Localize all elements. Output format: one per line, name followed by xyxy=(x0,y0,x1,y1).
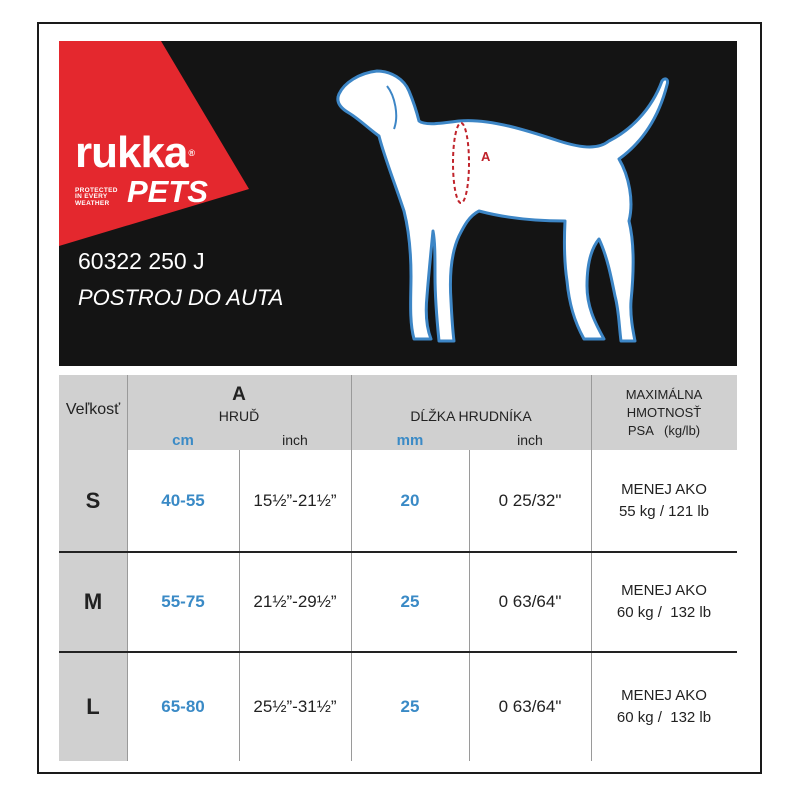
product-banner xyxy=(59,41,737,366)
length-mm-m: 25 xyxy=(400,592,420,611)
chest-inch-m: 21½”-29½” xyxy=(253,592,337,611)
registered-mark: ® xyxy=(188,148,195,158)
chest-cm-m: 55-75 xyxy=(161,592,205,611)
tagline-line-1: PROTECTED xyxy=(75,186,118,194)
size-table xyxy=(59,375,737,761)
weight-l-line-2: 60 kg / 132 lb xyxy=(616,709,712,726)
chest-cm-s: 40-55 xyxy=(161,490,205,510)
weight-header-line-1: MAXIMÁLNA xyxy=(625,387,703,402)
size-column-header: Veľkosť xyxy=(65,401,121,418)
weight-m-line-1: MENEJ AKO xyxy=(621,582,707,599)
weight-header-line-3: PSA (kg/lb) xyxy=(627,423,701,438)
weight-s xyxy=(591,450,737,551)
length-group-label: DĹŽKA HRUDNÍKA xyxy=(410,408,532,424)
weight-m-line-2: 60 kg / 132 lb xyxy=(616,604,712,621)
product-code: 60322 250 J xyxy=(78,248,205,274)
weight-l xyxy=(591,653,737,761)
chest-inch-l: 25½”-31½” xyxy=(253,697,337,716)
length-mm-l: 25 xyxy=(400,697,420,716)
weight-l-line-1: MENEJ AKO xyxy=(621,687,707,704)
length-unit-inch: inch xyxy=(517,432,543,448)
chest-cm-l: 65-80 xyxy=(161,697,205,716)
chest-unit-cm: cm xyxy=(172,431,194,449)
size-label-s: S xyxy=(85,487,101,513)
weight-s-line-1: MENEJ AKO xyxy=(621,480,707,498)
chest-unit-inch: inch xyxy=(282,432,308,448)
brand-pets: PETS xyxy=(127,174,208,209)
length-inch-l: 0 63/64" xyxy=(498,697,562,716)
length-unit-mm: mm xyxy=(396,431,424,449)
tagline-line-2: IN EVERY xyxy=(75,193,108,200)
chest-group-letter: A xyxy=(232,384,246,405)
product-name: POSTROJ DO AUTA xyxy=(78,285,284,310)
weight-header-line-2: HMOTNOSŤ xyxy=(626,405,702,420)
chest-inch-s: 15½”-21½” xyxy=(253,490,337,510)
length-inch-s: 0 25/32" xyxy=(498,490,562,510)
weight-s-line-2: 55 kg / 121 lb xyxy=(618,502,710,520)
length-inch-m: 0 63/64" xyxy=(498,592,562,611)
size-label-l: L xyxy=(86,694,100,719)
brand-name: rukka xyxy=(75,128,188,177)
size-label-m: M xyxy=(83,589,103,614)
dog-silhouette-icon xyxy=(338,71,668,341)
weight-m xyxy=(591,553,737,651)
weight-column-header xyxy=(591,381,737,445)
chest-marker-label: A xyxy=(481,149,491,164)
dog-diagram xyxy=(59,41,737,366)
length-mm-s: 20 xyxy=(400,490,420,510)
tagline-line-3: WEATHER xyxy=(75,199,110,207)
chest-group-label: HRUĎ xyxy=(218,408,260,424)
